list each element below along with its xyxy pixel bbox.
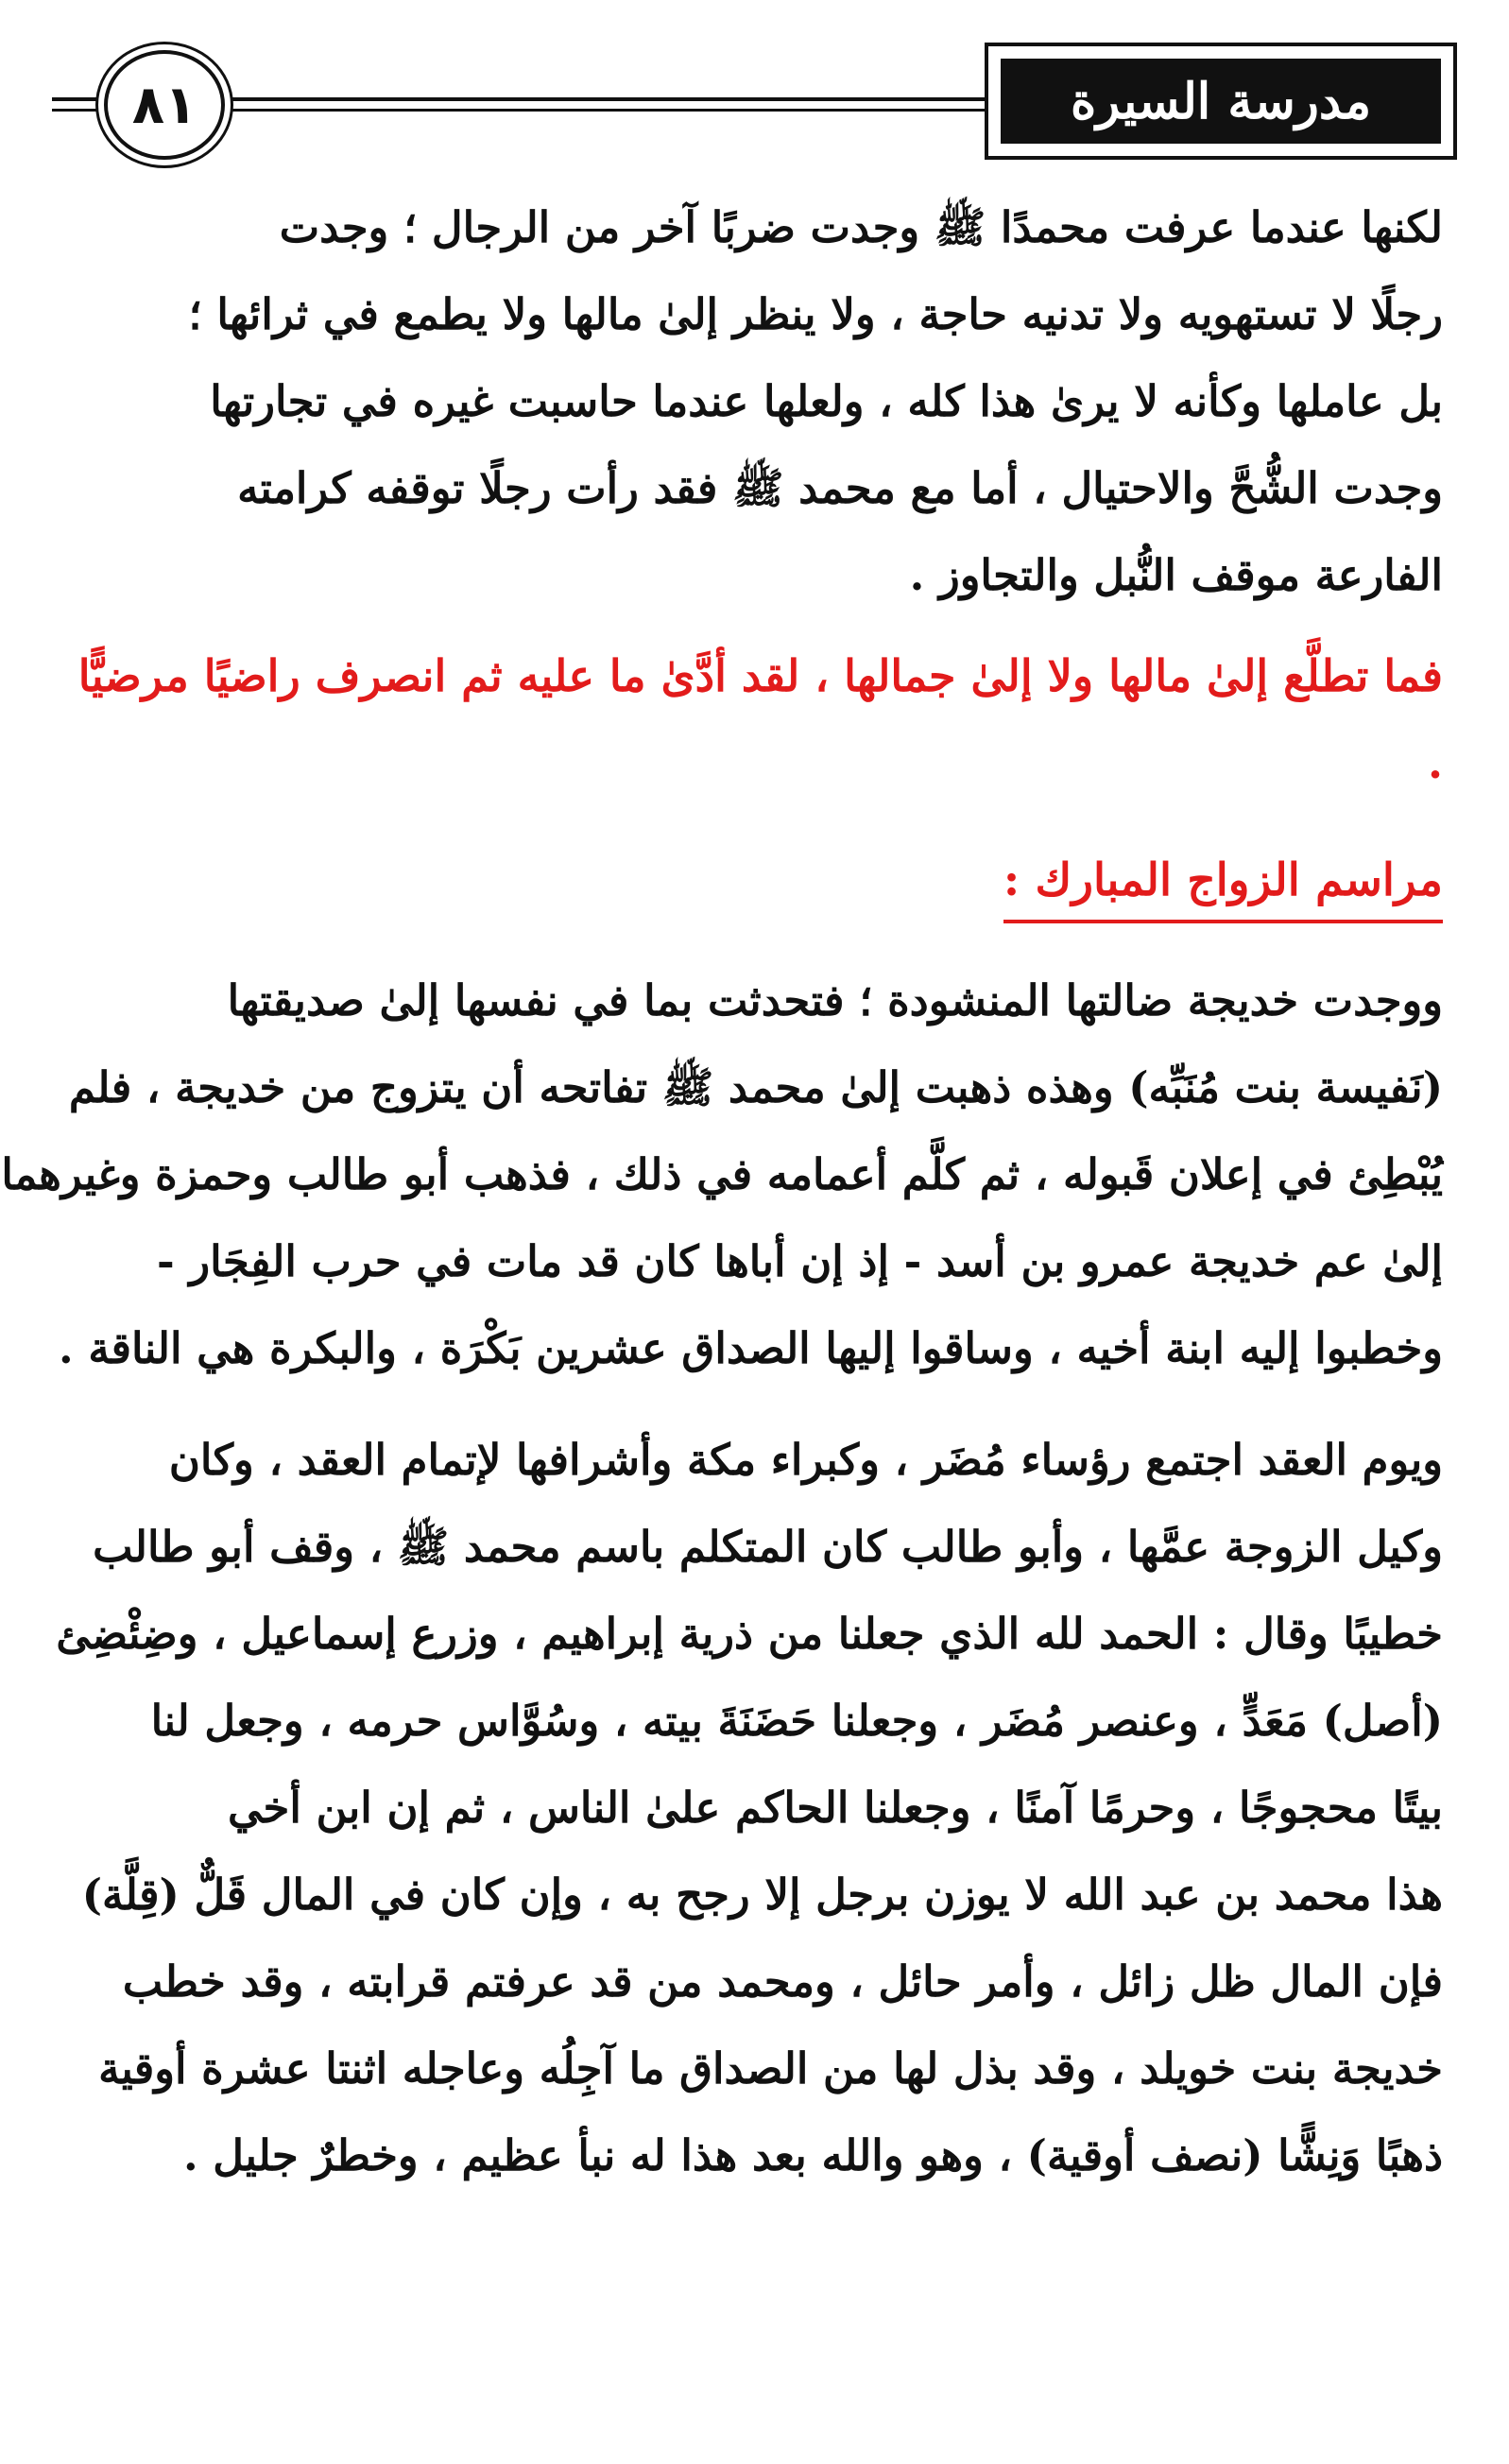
text-line: وجدت الشُّحَّ والاحتيال ، أما مع محمد ﷺ فقد رأت رجلًا توقفه كرامته	[237, 463, 1443, 513]
text-line: ووجدت خديجة ضالتها المنشودة ؛ فتحدثت بما في نفسها إلىٰ صديقتها	[227, 975, 1443, 1025]
section-heading-wrap	[59, 806, 1443, 957]
text-line: فإن المال ظل زائل ، وأمر حائل ، ومحمد من قد عرفتم قرابته ، وقد خطب	[122, 1956, 1443, 2007]
text-line: إلىٰ عم خديجة عمرو بن أسد - إذ إن أباها كان قد مات في حرب الفِجَار -	[157, 1236, 1443, 1286]
paragraph-2	[1, 957, 1443, 1392]
page-content	[1, 184, 1443, 2199]
page-header	[52, 43, 1457, 165]
text-line: وخطبوا إليه ابنة أخيه ، وساقوا إليها الصداق عشرين بَكْرَة ، والبكرة هي الناقة .	[59, 1323, 1443, 1373]
text-line: بيتًا محجوجًا ، وحرمًا آمنًا ، وجعلنا الحاكم علىٰ الناس ، ثم إن ابن أخي	[228, 1783, 1443, 1833]
book-title-frame	[985, 43, 1457, 160]
text-line: بل عاملها وكأنه لا يرىٰ هذا كله ، ولعلها عندما حاسبت غيره في تجارتها	[210, 376, 1443, 426]
paragraph-gap	[59, 1392, 1443, 1417]
book-title: مدرسة السيرة	[1001, 59, 1441, 144]
text-line: يُبْطِئ في إعلان قَبوله ، ثم كلَّم أعمامه في ذلك ، فذهب أبو طالب وحمزة وغيرهما	[1, 1149, 1443, 1199]
text-line: لكنها عندما عرفت محمدًا ﷺ وجدت ضربًا آخر من الرجال ؛ وجدت	[279, 202, 1443, 252]
text-line: ذهبًا وَنِشًّا (نصف أوقية) ، وهو والله بعد هذا له نبأ عظيم ، وخطرٌ جليل .	[182, 2130, 1443, 2180]
text-line: رجلًا لا تستهويه ولا تدنيه حاجة ، ولا ينظر إلىٰ مالها ولا يطمع في ثرائها ؛	[188, 289, 1443, 339]
text-line: (نَفيسة بنت مُنَبِّه) وهذه ذهبت إلىٰ محمد ﷺ تفاتحه أن يتزوج من خديجة ، فلم	[68, 1062, 1443, 1112]
section-heading: مراسم الزواج المبارك :	[1003, 848, 1443, 923]
paragraph-1	[59, 184, 1443, 619]
text-line: خطيبًا وقال : الحمد لله الذي جعلنا من ذرية إبراهيم ، وزرع إسماعيل ، وضِئْضِئ	[56, 1609, 1443, 1659]
text-line: الفارعة موقف النُّبل والتجاوز .	[909, 550, 1443, 600]
text-line: هذا محمد بن عبد الله لا يوزن برجل إلا رجح به ، وإن كان في المال قَلٌّ (قِلَّة)	[81, 1870, 1443, 1920]
page-number-badge	[104, 50, 225, 160]
text-line: (أصل) مَعَدٍّ ، وعنصر مُضَر ، وجعلنا حَضَنَةَ بيته ، وسُوَّاس حرمه ، وجعل لنا	[150, 1696, 1443, 1746]
text-line: ويوم العقد اجتمع رؤساء مُضَر ، وكبراء مكة وأشرافها لإتمام العقد ، وكان	[168, 1435, 1443, 1485]
highlighted-statement: فما تطلَّع إلىٰ مالها ولا إلىٰ جمالها ، لقد أدَّىٰ ما عليه ثم انصرف راضيًا مرضيًّا .	[77, 650, 1443, 788]
paragraph-3	[56, 1417, 1443, 2199]
page-number: ٨١	[131, 74, 197, 136]
text-line: خديجة بنت خويلد ، وقد بذل لها من الصداق ما آجِلُه وعاجله اثنتا عشرة أوقية	[98, 2043, 1443, 2094]
text-line: وكيل الزوجة عمَّها ، وأبو طالب كان المتكلم باسم محمد ﷺ ، وقف أبو طالب	[93, 1522, 1443, 1572]
